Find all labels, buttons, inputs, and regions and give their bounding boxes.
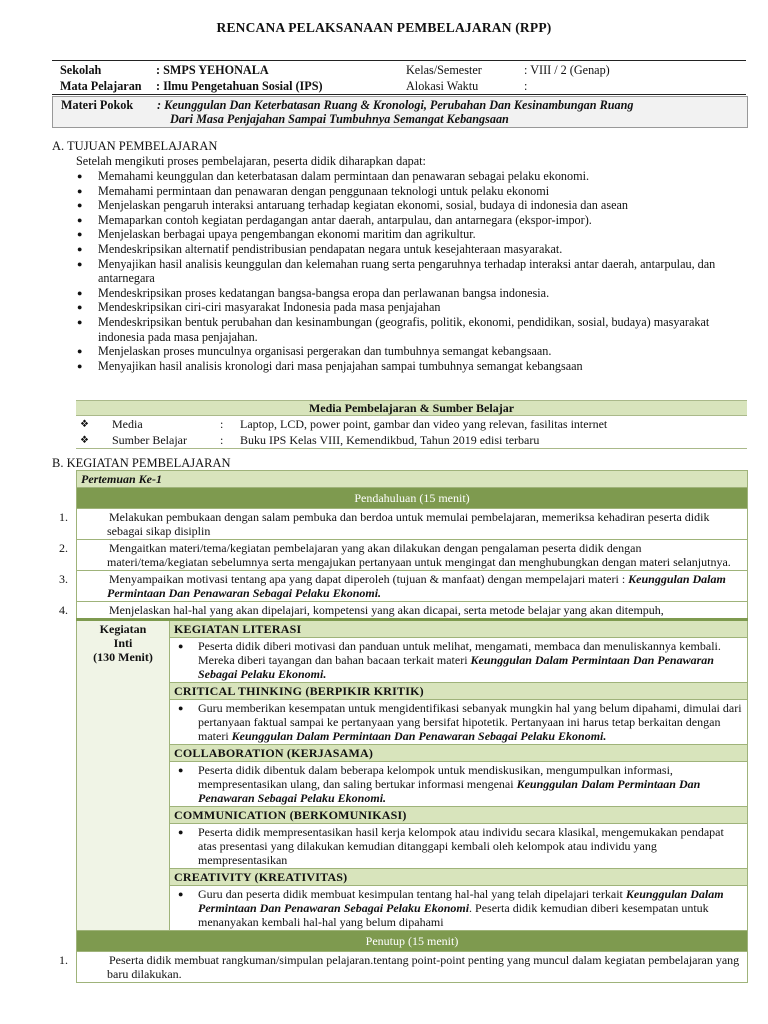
materi-value-line1: : Keunggulan Dan Keterbatasan Ruang & Kronologi, Perubahan Dan Kesinambungan Ruang bbox=[157, 98, 634, 112]
pendahuluan-text: Menjelaskan hal-hal yang akan dipelajari, kompetensi yang akan dicapai, serta metode belajar yang akan ditempuh, bbox=[109, 603, 664, 617]
item-number: 1. bbox=[59, 510, 68, 524]
literasi-content bbox=[170, 638, 748, 683]
kegiatan-inti-label bbox=[77, 620, 170, 931]
inti-text: Peserta didik mempresentasikan hasil kerja kelompok atau individu secara klasikal, mengemukakan pendapat atas presentasi yang dilakukan kemudian ditanggapi kembali oleh kelompok atau individu yang mempresentasikan bbox=[198, 825, 724, 867]
sumber-sep: : bbox=[220, 433, 224, 447]
inti-label-line: Inti bbox=[113, 636, 133, 650]
materi-value-line2: Dari Masa Penjajahan Sampai Tumbuhnya Semangat Kebangsaan bbox=[170, 112, 509, 126]
inti-text: Peserta didik dibentuk dalam beberapa kelompok untuk mendiskusikan, mengumpulkan informasi, mempresentasikan ulang, dan saling bertukar informasi mengenai bbox=[198, 763, 673, 791]
pendahuluan-row bbox=[77, 571, 748, 602]
tujuan-item: ● Menyajikan hasil analisis kronologi dari masa penjajahan sampai tumbuhnya semangat kebangsaan bbox=[76, 359, 740, 374]
tujuan-intro: Setelah mengikuti proses pembelajaran, peserta didik diharapkan dapat: bbox=[76, 154, 426, 168]
media-table-header: Media Pembelajaran & Sumber Belajar bbox=[76, 401, 747, 416]
collaboration-content bbox=[170, 762, 748, 807]
alokasi-label: Alokasi Waktu bbox=[406, 79, 479, 93]
item-number: 3. bbox=[59, 572, 68, 586]
alokasi-value: : bbox=[524, 79, 528, 93]
kelas-label: Kelas/Semester bbox=[406, 63, 482, 77]
pendahuluan-row bbox=[77, 602, 748, 620]
mapel-value: : Ilmu Pengetahuan Sosial (IPS) bbox=[156, 79, 323, 93]
item-number: 4. bbox=[59, 603, 68, 617]
pendahuluan-text: Mengaitkan materi/tema/kegiatan pembelajaran yang akan dilakukan dengan pengalaman peserta didik dengan materi/tema/kegiatan sebelumnya serta mengajukan pertanyaan untuk mengingat dan menghubungkan dengan materi selanjutnya. bbox=[107, 541, 731, 569]
media-sep: : bbox=[220, 417, 224, 431]
inti-text: Guru dan peserta didik membuat kesimpulan tentang hal-hal yang telah dipelajari terkait bbox=[198, 887, 623, 901]
media-label: Media bbox=[112, 417, 143, 431]
inti-label-line: (130 Menit) bbox=[93, 650, 153, 664]
materi-pokok-box bbox=[52, 96, 748, 128]
pendahuluan-row bbox=[77, 540, 748, 571]
inti-emphasis: Keunggulan Dalam Permintaan Dan Penawaran Sebagai Pelaku Ekonomi bbox=[198, 887, 724, 915]
tujuan-item: ● Mendeskripsikan bentuk perubahan dan kesinambungan (geografis, politik, ekonomi, pendidikan, sosial, budaya) masyarakat indonesia pada masa penjajahan. bbox=[76, 315, 740, 344]
tujuan-item: ● Menjelaskan proses munculnya organisasi pergerakan dan tumbuhnya semangat kebangsaan. bbox=[76, 344, 740, 359]
communication-content bbox=[170, 824, 748, 869]
inti-emphasis: Keunggulan Dalam Permintaan Dan Penawaran Sebagai Pelaku Ekonomi. bbox=[198, 777, 701, 805]
inti-emphasis: Keunggulan Dalam Permintaan Dan Penawaran Sebagai Pelaku Ekonomi. bbox=[231, 729, 607, 743]
diamond-bullet-icon: ❖ bbox=[80, 419, 89, 430]
pendahuluan-text: Menyampaikan motivasi tentang apa yang dapat diperoleh (tujuan & manfaat) dengan mempelajari materi : bbox=[109, 572, 626, 586]
tujuan-item: ● Mendeskripsikan alternatif pendistribusian pendapatan negara untuk kesejahteraan masyarakat. bbox=[76, 242, 740, 257]
pertemuan-label: Pertemuan Ke-1 bbox=[77, 471, 748, 488]
communication-heading: COMMUNICATION (BERKOMUNIKASI) bbox=[170, 807, 748, 824]
inti-tail-text: . Peserta didik kemudian diberi kesempatan untuk menanyakan kembali hal-hal yang belum dipahami bbox=[198, 901, 709, 929]
media-table bbox=[76, 400, 747, 449]
item-number: 1. bbox=[59, 953, 68, 967]
section-a-heading: A. TUJUAN PEMBELAJARAN bbox=[52, 139, 218, 153]
pendahuluan-emphasis: Keunggulan Dalam Permintaan Dan Penawaran Sebagai Pelaku Ekonomi. bbox=[107, 572, 726, 600]
tujuan-item: ● Menjelaskan berbagai upaya pengembangan ekonomi maritim dan agrikultur. bbox=[76, 227, 740, 242]
media-row bbox=[76, 416, 747, 433]
creativity-heading: CREATIVITY (KREATIVITAS) bbox=[170, 869, 748, 886]
document-title: RENCANA PELAKSANAAN PEMBELAJARAN (RPP) bbox=[216, 20, 552, 35]
sumber-value: Buku IPS Kelas VIII, Kemendikbud, Tahun 2019 edisi terbaru bbox=[240, 433, 540, 447]
materi-label: Materi Pokok bbox=[61, 98, 134, 112]
pendahuluan-row bbox=[77, 509, 748, 540]
tujuan-item: ● Mendeskripsikan ciri-ciri masyarakat Indonesia pada masa penjajahan bbox=[76, 300, 740, 315]
diamond-bullet-icon: ❖ bbox=[80, 435, 89, 446]
identity-box bbox=[52, 60, 746, 95]
item-number: 2. bbox=[59, 541, 68, 555]
pendahuluan-header: Pendahuluan (15 menit) bbox=[77, 488, 748, 509]
sumber-row bbox=[76, 432, 747, 449]
tujuan-item: ● Memaparkan contoh kegiatan perdagangan antar daerah, antarpulau, dan antarnegara (ekspor-impor). bbox=[76, 213, 740, 228]
tujuan-item: ● Memahami keunggulan dan keterbatasan dalam permintaan dan penawaran sebagai pelaku ekonomi. bbox=[76, 169, 740, 184]
critical-thinking-heading: CRITICAL THINKING (BERPIKIR KRITIK) bbox=[170, 683, 748, 700]
inti-text: Guru memberikan kesempatan untuk mengidentifikasi sebanyak mungkin hal yang belum dipahami, dimulai dari pertanyaan faktual sampai ke pertanyaan yang bersifat hipotetik. Pertanyaan ini harus tetap berkaitan dengan materi bbox=[198, 701, 742, 743]
tujuan-item: ● Memahami permintaan dan penawaran dengan penggunaan teknologi untuk pelaku ekonomi bbox=[76, 184, 740, 199]
pendahuluan-text: Melakukan pembukaan dengan salam pembuka dan berdoa untuk memulai pembelajaran, memeriksa kehadiran peserta didik sebagai sikap disiplin bbox=[107, 510, 710, 538]
mapel-label: Mata Pelajaran bbox=[60, 79, 142, 93]
kegiatan-table bbox=[59, 470, 748, 983]
section-b-heading: B. KEGIATAN PEMBELAJARAN bbox=[52, 456, 231, 470]
critical-thinking-content bbox=[170, 700, 748, 745]
tujuan-item: ● Mendeskripsikan proses kedatangan bangsa-bangsa eropa dan perlawanan bangsa indonesia. bbox=[76, 286, 740, 301]
sekolah-label: Sekolah bbox=[60, 63, 102, 77]
literasi-heading: KEGIATAN LITERASI bbox=[170, 620, 748, 638]
kelas-value: : VIII / 2 (Genap) bbox=[524, 63, 610, 77]
tujuan-list bbox=[76, 169, 740, 373]
collaboration-heading: COLLABORATION (KERJASAMA) bbox=[170, 745, 748, 762]
creativity-content bbox=[170, 886, 748, 931]
inti-label-line: Kegiatan bbox=[99, 622, 147, 636]
penutup-row bbox=[77, 952, 748, 983]
tujuan-item: ● Menjelaskan pengaruh interaksi antaruang terhadap kegiatan ekonomi, sosial, budaya di indonesia dan asean bbox=[76, 198, 740, 213]
sekolah-value: : SMPS YEHONALA bbox=[156, 63, 269, 77]
tujuan-item: ● Menyajikan hasil analisis keunggulan dan kelemahan ruang serta pengaruhnya terhadap interaksi antar daerah, antarpulau, dan antarnegara bbox=[76, 257, 740, 286]
inti-text: Peserta didik diberi motivasi dan panduan untuk melihat, mengamati, membaca dan menuliskannya kembali. Mereka diberi tayangan dan bahan bacaan terkait materi bbox=[198, 639, 721, 667]
media-value: Laptop, LCD, power point, gambar dan video yang relevan, fasilitas internet bbox=[240, 417, 608, 431]
inti-emphasis: Keunggulan Dalam Permintaan Dan Penawaran Sebagai Pelaku Ekonomi. bbox=[198, 653, 714, 681]
sumber-label: Sumber Belajar bbox=[112, 433, 187, 447]
penutup-text: Peserta didik membuat rangkuman/simpulan pelajaran.tentang point-point penting yang muncul dalam kegiatan pembelajaran yang baru dilakukan. bbox=[107, 953, 740, 981]
penutup-header: Penutup (15 menit) bbox=[77, 931, 748, 952]
